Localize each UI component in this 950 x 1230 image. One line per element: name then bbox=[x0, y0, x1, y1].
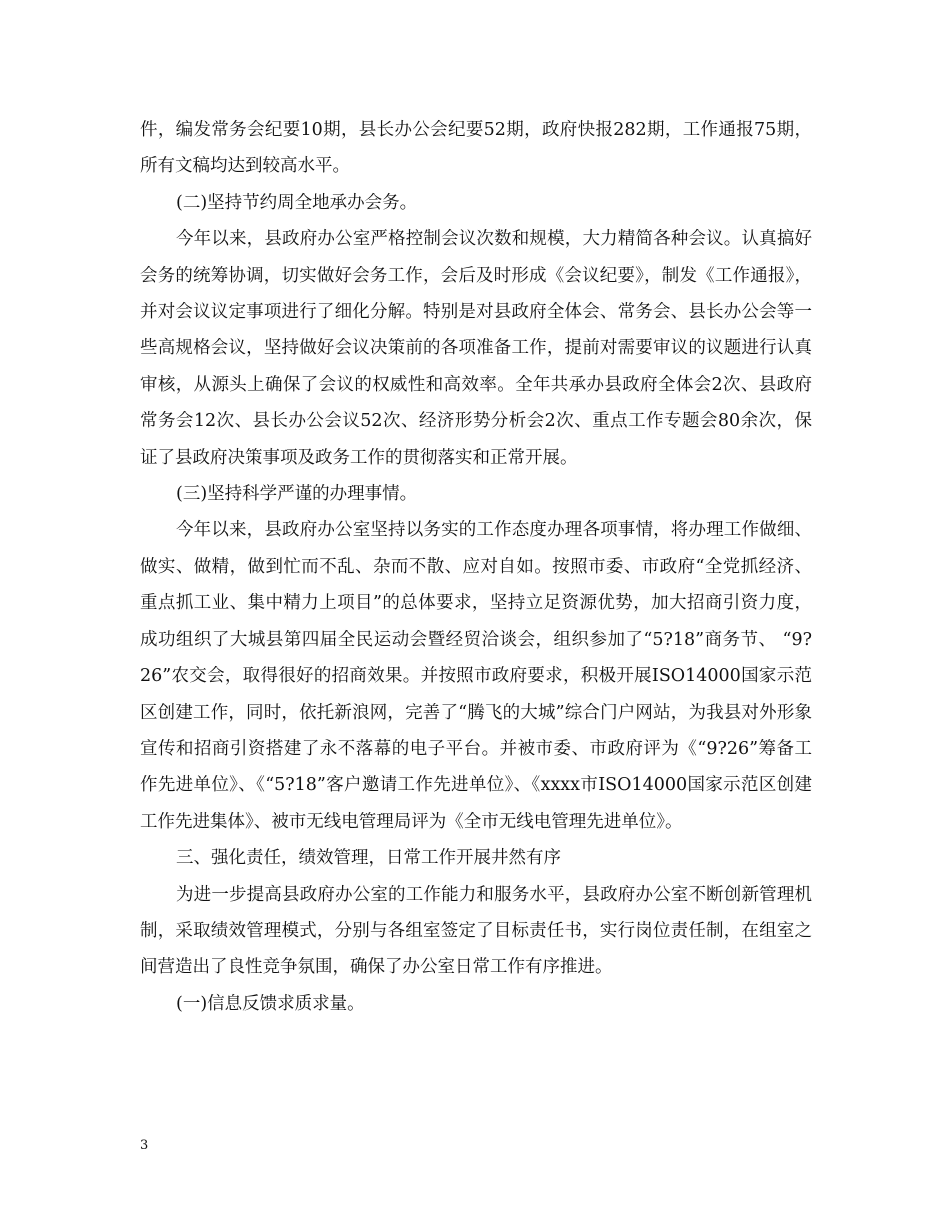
page-number: 3 bbox=[140, 1138, 149, 1153]
section-heading-feedback: (一)信息反馈求质求量。 bbox=[176, 993, 365, 1014]
document-body bbox=[140, 112, 812, 1022]
paragraph-continuation: 件，编发常务会纪要10期，县长办公会纪要52期，政府快报282期，工作通报75期，所有文稿均达到较高水平。 bbox=[140, 120, 812, 177]
section-heading-responsibility: 三、强化责任，绩效管理，日常工作开展井然有序 bbox=[176, 848, 561, 869]
section-heading-affairs: (三)坚持科学严谨的办理事情。 bbox=[176, 484, 418, 505]
paragraph-meetings: 今年以来，县政府办公室严格控制会议次数和规模，大力精简各种会议。认真搞好会务的统筹协调，切实做好会务工作，会后及时形成《会议纪要》，制发《工作通报》，并对会议议定事项进行了细化分解。特别是对县政府全体会、常务会、县长办公会等一些高规格会议，坚持做好会议决策前的各项准备工作，提前对需要审议的议题进行认真审核，从源头上确保了会议的权威性和高效率。全年共承办县政府全体会2次、县政府常务会12次、县长办公会议52次、经济形势分析会2次、重点工作专题会80余次，保证了县政府决策事项及政务工作的贯彻落实和正常开展。 bbox=[140, 229, 812, 468]
paragraph-responsibility: 为进一步提高县政府办公室的工作能力和服务水平，县政府办公室不断创新管理机制，采取绩效管理模式，分别与各组室签定了目标责任书，实行岗位责任制，在组室之间营造出了良性竞争氛围，确保了办公室日常工作有序推进。 bbox=[140, 884, 812, 978]
paragraph-affairs: 今年以来，县政府办公室坚持以务实的工作态度办理各项事情，将办理工作做细、做实、做精，做到忙而不乱、杂而不散、应对自如。按照市委、市政府“全党抓经济、重点抓工业、集中精力上项目”的总体要求，坚持立足资源优势，加大招商引资力度，成功组织了大城县第四届全民运动会暨经贸洽谈会，组织参加了“5?18”商务节、 “9?26”农交会，取得很好的招商效果。并按照市政府要求，积极开展ISO14000国家示范区创建工作，同时，依托新浪网，完善了“腾飞的大城”综合门户网站，为我县对外形象宣传和招商引资搭建了永不落幕的电子平台。并被市委、市政府评为《“9?26”筹备工作先进单位》、《“5?18”客户邀请工作先进单位》、《xxxx市ISO14000国家示范区创建工作先进集体》、被市无线电管理局评为《全市无线电管理先进单位》。 bbox=[140, 520, 812, 832]
section-heading-meetings: (二)坚持节约周全地承办会务。 bbox=[176, 192, 418, 213]
